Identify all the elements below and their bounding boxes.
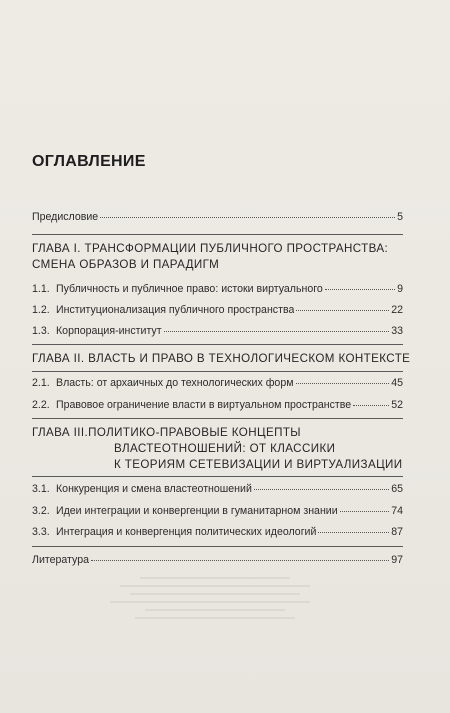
divider (32, 371, 403, 372)
chapter-title-line: ГЛАВА II. ВЛАСТЬ И ПРАВО В ТЕХНОЛОГИЧЕСКОМ КОНТЕКСТЕ (32, 352, 411, 365)
toc-entry-label: Идеи интеграции и конвергенции в гуманитарном знании (56, 505, 338, 517)
toc-entry (32, 526, 403, 538)
section-number: 1.2. (32, 304, 50, 316)
toc-entry-label: Институционализация публичного пространства (56, 304, 295, 316)
toc-page-number: 22 (391, 304, 403, 316)
leader-dots (91, 559, 389, 561)
toc-page-number: 87 (391, 526, 403, 538)
show-through-texture (100, 575, 340, 635)
toc-entry-label: Предисловие (32, 211, 99, 223)
divider (32, 344, 403, 345)
section-number: 2.2. (32, 399, 50, 411)
toc-entry-label: Литература (32, 554, 89, 566)
chapter-title-line: ГЛАВА I. ТРАНСФОРМАЦИИ ПУБЛИЧНОГО ПРОСТРАНСТВА: (32, 242, 389, 255)
toc-entry-label: Интеграция и конвергенция политических идеологий (56, 526, 317, 538)
divider (32, 476, 403, 477)
toc-entry-preface (32, 211, 403, 223)
leader-dots (353, 404, 389, 406)
leader-dots (325, 288, 395, 290)
chapter-2-title (32, 351, 410, 367)
toc-entry (32, 399, 403, 411)
chapter-1-title (32, 241, 388, 273)
toc-page-number: 5 (397, 211, 403, 223)
toc-page-number: 33 (391, 325, 403, 337)
toc-entry (32, 283, 403, 295)
toc-entry (32, 483, 403, 495)
chapter-title-line: ВЛАСТЕОТНОШЕНИЙ: ОТ КЛАССИКИ (114, 442, 336, 455)
toc-page-number: 9 (397, 283, 403, 295)
chapter-3-title (32, 425, 403, 473)
leader-dots (340, 510, 390, 512)
section-number: 3.2. (32, 505, 50, 517)
toc-entry (32, 377, 403, 389)
toc-page-number: 45 (391, 377, 403, 389)
toc-page-number: 52 (391, 399, 403, 411)
leader-dots (254, 488, 389, 490)
leader-dots (318, 531, 389, 533)
chapter-title-line: ГЛАВА III.ПОЛИТИКО-ПРАВОВЫЕ КОНЦЕПТЫ (32, 426, 301, 439)
toc-heading: ОГЛАВЛЕНИЕ (32, 153, 146, 170)
chapter-title-line: СМЕНА ОБРАЗОВ И ПАРАДИГМ (32, 258, 220, 271)
toc-page-number: 97 (391, 554, 403, 566)
toc-entry-label: Конкуренция и смена властеотношений (56, 483, 252, 495)
leader-dots (100, 216, 395, 218)
leader-dots (164, 330, 390, 332)
toc-entry-label: Корпорация-институт (56, 325, 162, 337)
toc-entry (32, 325, 403, 337)
divider (32, 418, 403, 419)
toc-page-number: 65 (391, 483, 403, 495)
section-number: 2.1. (32, 377, 50, 389)
toc-entry-literature (32, 554, 403, 566)
section-number: 3.3. (32, 526, 50, 538)
toc-entry-label: Правовое ограничение власти в виртуальном пространстве (56, 399, 352, 411)
divider (32, 234, 403, 235)
section-number: 1.3. (32, 325, 50, 337)
section-number: 3.1. (32, 483, 50, 495)
toc-entry-label: Власть: от архаичных до технологических форм (56, 377, 294, 389)
toc-entry (32, 304, 403, 316)
section-number: 1.1. (32, 283, 50, 295)
leader-dots (296, 382, 390, 384)
toc-entry-label: Публичность и публичное право: истоки виртуального (56, 283, 323, 295)
divider (32, 546, 403, 547)
chapter-title-line: К ТЕОРИЯМ СЕТЕВИЗАЦИИ И ВИРТУАЛИЗАЦИИ (114, 458, 403, 471)
leader-dots (296, 309, 389, 311)
toc-page-number: 74 (391, 505, 403, 517)
toc-entry (32, 505, 403, 517)
